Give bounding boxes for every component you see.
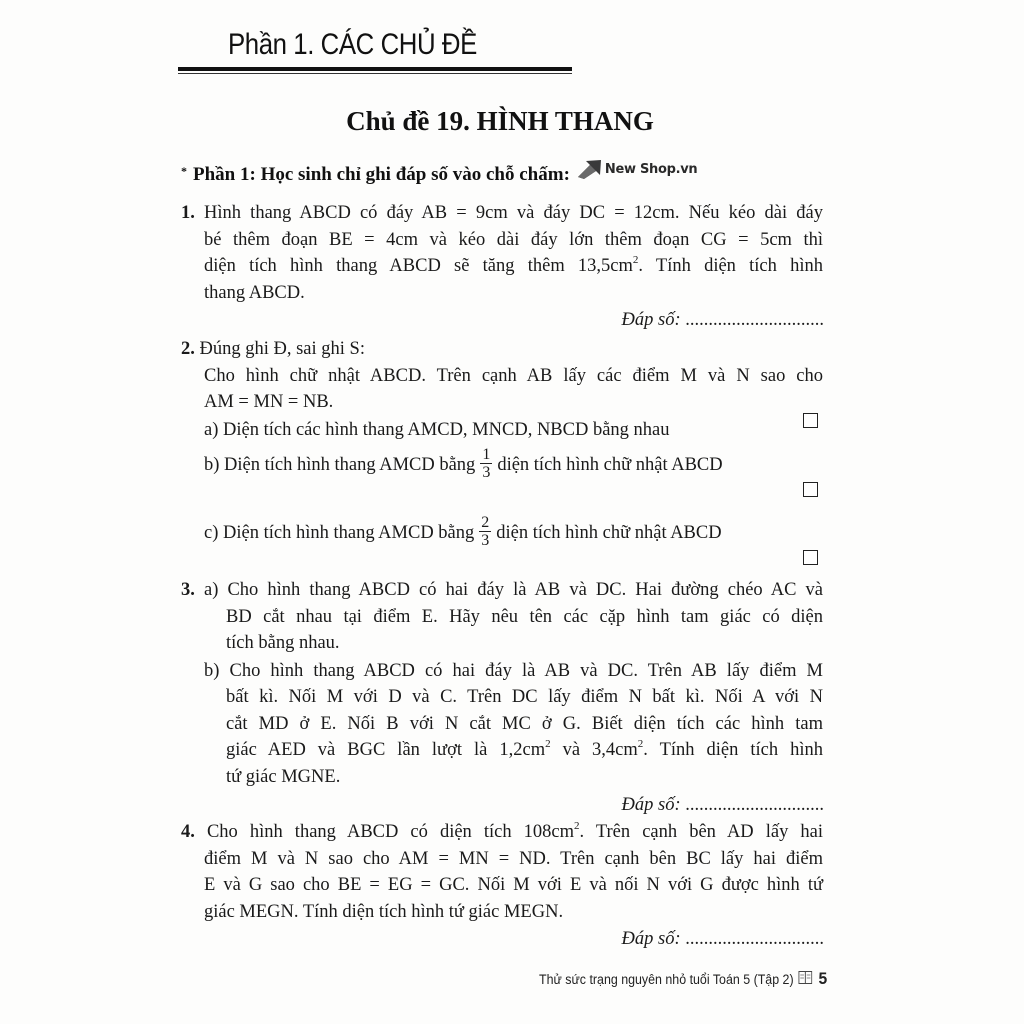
asterisk: * [181, 163, 187, 178]
q3a-line-3: tích bằng nhau. [226, 633, 340, 653]
book-icon [798, 971, 812, 987]
fraction-one-third: $\frac{1}{3}$ [482, 446, 491, 481]
q2-item-a: a) Diện tích các hình thang AMCD, MNCD, NBCD bằng nhau [204, 420, 670, 440]
q3b-line-4: giác AED và BGC lần lượt là $1,2cm^2$ và $3,4cm^2$. Tính diện tích hình [226, 737, 823, 760]
watermark [576, 159, 697, 179]
q2-checkbox-a[interactable] [803, 413, 818, 428]
section-instruction [181, 161, 698, 186]
q2-checkbox-c[interactable] [803, 550, 818, 565]
q1-answer: Đáp số: .............................. [621, 310, 824, 330]
show-through-text [560, 6, 564, 26]
part-header: Phần 1. CÁC CHỦ ĐỀ [228, 28, 477, 61]
answer-blank[interactable]: .............................. [685, 929, 824, 949]
section-label: Phần 1: Học sinh chỉ ghi đáp số vào chỗ chấm: [193, 164, 570, 185]
page-footer [539, 969, 827, 989]
arrow-logo-icon [576, 159, 602, 179]
q3b-line-5: tứ giác MGNE. [226, 767, 341, 787]
q4-answer: Đáp số: .............................. [621, 929, 824, 949]
fraction-two-thirds: $\frac{2}{3}$ [481, 514, 490, 549]
q2-intro-1: Cho hình chữ nhật ABCD. Trên cạnh AB lấy các điểm M và N sao cho [204, 366, 823, 386]
q2-heading: 2. Đúng ghi Đ, sai ghi S: [181, 339, 365, 359]
q3b-line-3: cắt MD ở E. Nối B với N cắt MC ở G. Biết diện tích các hình tam [226, 714, 823, 734]
book-title: Thử sức trạng nguyên nhỏ tuổi Toán 5 (Tập 2) [539, 971, 794, 987]
q2-intro-2: AM = MN = NB. [204, 392, 334, 412]
q3a-line-2: BD cắt nhau tại điểm E. Hãy nêu tên các cặp hình tam giác có diện [226, 607, 823, 627]
q1-line-4: thang ABCD. [204, 283, 305, 303]
q1-line-1: 1. Hình thang ABCD có đáy AB = 9cm và đáy DC = 12cm. Nếu kéo dài đáy [181, 203, 823, 223]
topic-title-text: Chủ đề 19. HÌNH THANG [346, 106, 654, 136]
q3b-line-1: b) Cho hình thang ABCD có hai đáy là AB và DC. Trên AB lấy điểm M [204, 661, 823, 681]
q4-line-4: giác MEGN. Tính diện tích hình tứ giác MEGN. [204, 902, 564, 922]
page-number: 5 [818, 969, 828, 988]
q2-checkbox-b[interactable] [803, 482, 818, 497]
q3-answer: Đáp số: .............................. [621, 795, 824, 815]
q4-line-2: điểm M và N sao cho AM = MN = ND. Trên cạnh bên BC lấy hai điểm [204, 849, 823, 869]
q2-item-b: b) Diện tích hình thang AMCD bằng $\frac{1}{3}$ diện tích hình chữ nhật ABCD [204, 446, 723, 481]
q4-line-1: 4. Cho hình thang ABCD có diện tích $108cm^2$. Trên cạnh bên AD lấy hai [181, 819, 823, 842]
header-rule [178, 67, 572, 71]
q4-line-3: E và G sao cho BE = EG = GC. Nối M với E và nối N với G được hình tứ [204, 875, 823, 895]
header-rule-thin [178, 73, 572, 74]
topic-title [0, 106, 1000, 137]
answer-blank[interactable]: .............................. [685, 310, 824, 330]
q1-line-3: diện tích hình thang ABCD sẽ tăng thêm $13,5cm^2$. Tính diện tích hình [204, 253, 823, 276]
q3a-line-1: 3. a) Cho hình thang ABCD có hai đáy là AB và DC. Hai đường chéo AC và [181, 580, 824, 600]
q2-item-c: c) Diện tích hình thang AMCD bằng $\frac{2}{3}$ diện tích hình chữ nhật ABCD [204, 514, 722, 549]
q3b-line-2: bất kì. Nối M với D và C. Trên DC lấy điểm N bất kì. Nối A với N [226, 687, 823, 707]
q1-line-2: bé thêm đoạn BE = 4cm và kéo dài đáy lớn thêm đoạn CG = 5cm thì [204, 230, 823, 250]
answer-blank[interactable]: .............................. [685, 795, 824, 815]
watermark-text: New Shop.vn [604, 161, 698, 177]
